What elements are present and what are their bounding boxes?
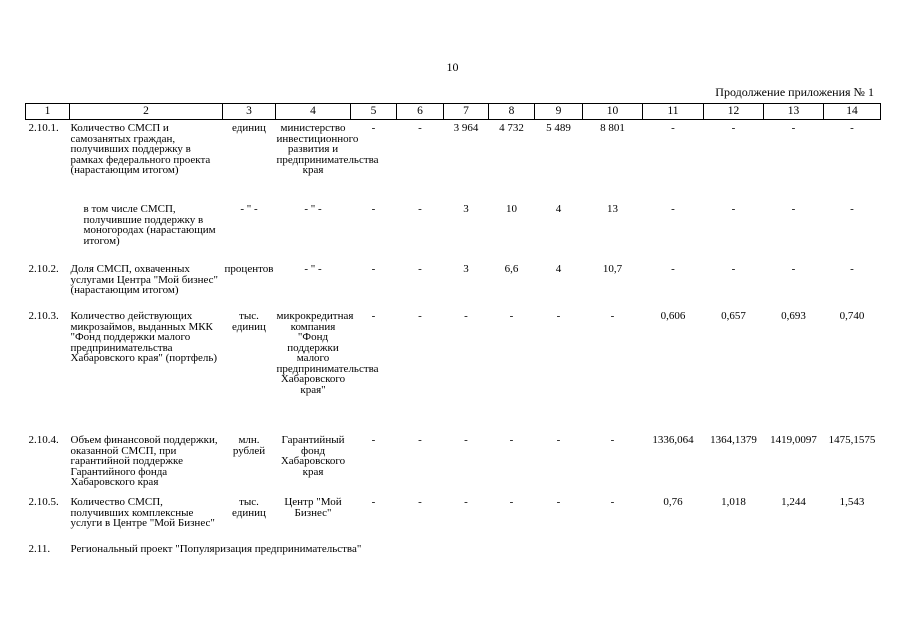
unit: процентов (224, 263, 274, 275)
value-cell: 1419,0097 (770, 434, 817, 446)
indicator-name: Объем финансовой поддержки, оказанной СМСП, при гарантийной поддержке Гарантийного фонда Хабаровского края (70, 434, 218, 488)
row-code: 2.10.4. (28, 434, 59, 446)
header-cell: 5 (351, 104, 397, 120)
row-code: 2.10.3. (28, 310, 59, 322)
unit: единиц (232, 122, 266, 134)
section-row (26, 538, 881, 564)
table-row (26, 432, 881, 494)
value-cell: 4 (555, 203, 562, 215)
value-cell: - (850, 263, 854, 275)
indicator-name: в том числе СМСП, получившие поддержку в моногородах (нарастающим итогом) (83, 203, 216, 247)
value-cell: 8 801 (600, 122, 625, 134)
value-cell: 5 489 (546, 122, 571, 134)
header-cell: 3 (223, 104, 276, 120)
value-cell: - (464, 496, 468, 508)
page-number: 10 (446, 60, 459, 74)
value-cell: 1,244 (781, 496, 806, 508)
value-cell: 0,693 (781, 310, 806, 322)
value-cell: - (371, 203, 376, 215)
responsible: Гарантийный фонд Хабаровского края (280, 434, 346, 478)
indicator-name: Количество СМСП, получивших комплексные услуги в Центре "Мой Бизнес" (70, 496, 215, 529)
unit: тыс. единиц (232, 496, 266, 519)
header-cell: 13 (764, 104, 824, 120)
value-cell: - (418, 310, 422, 322)
value-cell: 4 (555, 263, 562, 275)
value-cell: - (418, 263, 422, 275)
value-cell: - (371, 263, 376, 275)
value-cell: 1475,1575 (828, 434, 876, 446)
indicators-table (25, 103, 881, 564)
header-cell: 4 (276, 104, 351, 120)
value-cell: - (418, 434, 422, 446)
value-cell: - (610, 434, 615, 446)
value-cell: - (418, 203, 422, 215)
indicator-name: Количество СМСП и самозанятых граждан, получивших поддержку в рамках федерального проекта (нарастающим итогом) (70, 122, 211, 176)
header-cell: 7 (444, 104, 489, 120)
value-cell: - (509, 434, 514, 446)
value-cell: - (731, 203, 736, 215)
header-cell: 6 (397, 104, 444, 120)
value-cell: - (556, 434, 561, 446)
value-cell: - (791, 263, 796, 275)
header-cell: 10 (583, 104, 643, 120)
unit: тыс. единиц (232, 310, 266, 333)
table-row (26, 308, 881, 432)
appendix-caption: Продолжение приложения № 1 (715, 85, 874, 99)
row-code (26, 201, 70, 261)
value-cell: - (671, 203, 675, 215)
header-cell: 9 (535, 104, 583, 120)
responsible: министерство инвестиционного развития и предпринимательства края (276, 122, 379, 176)
value-cell: 0,740 (839, 310, 865, 322)
value-cell: - (556, 310, 561, 322)
value-cell: - (371, 122, 376, 134)
value-cell: 13 (607, 203, 618, 215)
header-row (26, 104, 881, 120)
value-cell: 0,657 (721, 310, 746, 322)
value-cell: 10 (506, 203, 517, 215)
header-cell: 14 (824, 104, 881, 120)
value-cell: - (610, 310, 615, 322)
value-cell: - (731, 122, 736, 134)
section-title: Региональный проект "Популяризация предпринимательства" (70, 543, 362, 555)
value-cell: - (850, 203, 854, 215)
value-cell: - (509, 496, 514, 508)
indicator-name: Количество действующих микрозаймов, выданных МКК "Фонд поддержки малого предпринимательства Хабаровского края" (портфель) (70, 310, 218, 364)
value-cell: - (464, 310, 468, 322)
value-cell: 1336,064 (652, 434, 694, 446)
header-cell: 11 (643, 104, 704, 120)
value-cell: - (731, 263, 736, 275)
value-cell: - (850, 122, 854, 134)
value-cell: 6,6 (504, 263, 519, 275)
value-cell: - (418, 122, 422, 134)
value-cell: 0,76 (663, 496, 683, 508)
header-cell: 8 (489, 104, 535, 120)
value-cell: 3 (463, 263, 469, 275)
table-row (26, 120, 881, 202)
value-cell: - (791, 203, 796, 215)
unit: млн. рублей (232, 434, 266, 457)
value-cell: - (418, 496, 422, 508)
unit: - " - (240, 203, 258, 215)
header-cell: 2 (70, 104, 223, 120)
value-cell: - (464, 434, 468, 446)
value-cell: - (371, 434, 376, 446)
value-cell: - (371, 310, 376, 322)
value-cell: 1364,1379 (710, 434, 757, 446)
value-cell: - (791, 122, 796, 134)
row-code: 2.10.1. (28, 122, 59, 134)
value-cell: - (610, 496, 615, 508)
value-cell: - (556, 496, 561, 508)
responsible: - " - (304, 263, 322, 275)
row-code: 2.10.5. (28, 496, 59, 508)
header-cell: 12 (704, 104, 764, 120)
header-cell: 1 (26, 104, 70, 120)
responsible: Центр "Мой Бизнес" (284, 496, 342, 519)
value-cell: - (371, 496, 376, 508)
section-code: 2.11. (28, 543, 51, 555)
value-cell: 0,606 (660, 310, 686, 322)
table-row (26, 494, 881, 538)
responsible: - " - (304, 203, 322, 215)
table-row (26, 201, 881, 261)
value-cell: 3 (463, 203, 469, 215)
value-cell: - (509, 310, 514, 322)
value-cell: 10,7 (602, 263, 623, 275)
value-cell: - (671, 263, 675, 275)
responsible: микрокредитная компания "Фонд поддержки малого предпринимательства Хабаровского края" (276, 310, 379, 396)
table-row (26, 261, 881, 308)
value-cell: - (671, 122, 675, 134)
value-cell: 3 964 (453, 122, 479, 134)
value-cell: 1,543 (839, 496, 865, 508)
value-cell: 1,018 (721, 496, 746, 508)
value-cell: 4 732 (499, 122, 524, 134)
indicator-name: Доля СМСП, охваченных услугами Центра "Мой бизнес" (нарастающим итогом) (70, 263, 219, 296)
row-code: 2.10.2. (28, 263, 59, 275)
